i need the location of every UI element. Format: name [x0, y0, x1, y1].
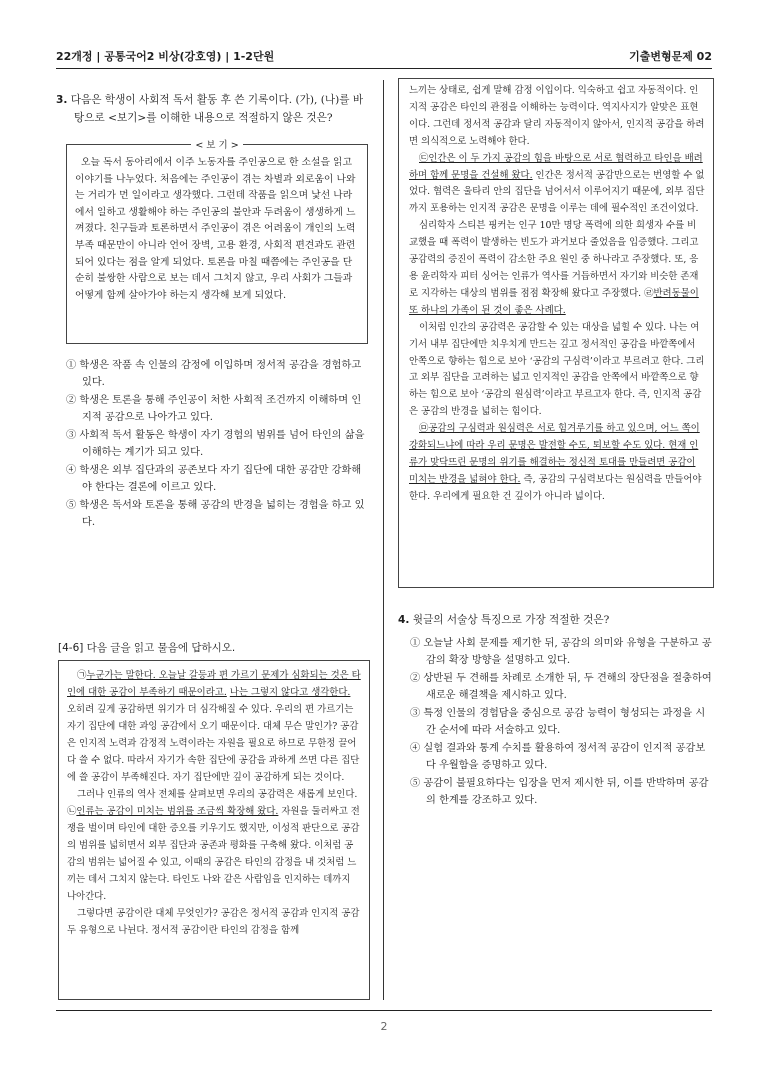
section-title: [4-6] 다음 글을 읽고 물음에 답하시오.: [58, 642, 236, 654]
q4-option-2[interactable]: ② 상반된 두 견해를 차례로 소개한 뒤, 두 견해의 장단점을 절충하여 새로운 해결책을 제시하고 있다.: [410, 673, 712, 701]
underline-d: 반려동물이 또 하나의 가족이 된 것이 좋은 사례다.: [409, 287, 699, 316]
para-1-rest: 오히려 깊게 공감하면 위기가 더 심각해질 수 있다. 우리의 편 가르기는 자기 집단에 대한 과잉 공감에서 오기 때문이다. 대체 무슨 말인가? 공감은 인지적 노력과 감정적 노력이라는 자원을 필요로 하므로 무한정 끌어다 쓸 수 없다. 따라서 자기가 속한 집단에 공감을 과하게 쓰면 다른 집단에 쓸 공감이 부족해진다. 자기 집단에만 깊이 공감하게 되는 것이다.: [67, 704, 360, 783]
passage-left-para-2: [67, 786, 361, 905]
q4-option-5[interactable]: ⑤ 공감이 불필요하다는 입장을 먼저 제시한 뒤, 이를 반박하며 공감의 한계를 강조하고 있다.: [410, 778, 709, 806]
q4-option-3[interactable]: ③ 특정 인물의 경험담을 중심으로 공감 능력이 형성되는 과정을 시간 순서에 따라 서술하고 있다.: [410, 708, 706, 736]
q4-option-1[interactable]: ① 오늘날 사회 문제를 제기한 뒤, 공감의 의미와 유형을 구분하고 공감의 확장 방향을 설명하고 있다.: [410, 638, 712, 666]
page-header: [56, 42, 712, 64]
q3-option-2[interactable]: ② 학생은 토론을 통해 주인공이 처한 사회적 조건까지 이해하며 인지적 공감으로 나아가고 있다.: [66, 395, 362, 423]
underline-e: ㉤공감의 구심력과 원심력은 서로 힘겨루기를 하고 있으며, 어느 쪽이 강화되느냐에 따라 우리 문명은 발전할 수도, 퇴보할 수도 있다. 현재 인류가 맞닥뜨린 문명의 위기를 해결하는 정신적 토대를 만들려면 공감이 미치는 반경을 넓혀야 한다.: [409, 423, 700, 485]
page-number: 2: [380, 1020, 388, 1033]
para-5r-rest: 즉, 공감의 구심력보다는 원심력을 만들어야 한다. 우리에게 필요한 건 깊이가 아니라 넓이다.: [409, 473, 702, 502]
question-3: [56, 92, 366, 127]
passage-right-box: [398, 78, 714, 588]
para-3r-pre: 심리학자 스티븐 핑커는 인구 10만 명당 폭력에 의한 희생자 수를 비교했을 때 폭력이 발생하는 빈도가 과거보다 줄었음을 입증했다. 그리고 공감력의 증진이 폭력이 감소한 주요 원인 중 하나라고 주장했다. 또, 응용 윤리학자 피터 싱어는 인류가 역사를 거듭하면서 자기와 비슷한 존재로 지각하는 대상의 범위를 점점 확장해 왔다고 주장했다. ㉣: [409, 220, 699, 299]
underline-b: 인류는 공감이 미치는 범위를 조금씩 확장해 왔다.: [76, 806, 279, 817]
header-label: 기출변형문제 02: [629, 50, 712, 63]
para-2-rest: 자원을 둘러싸고 전쟁을 벌이며 타인에 대한 증오를 키우기도 했지만, 이성적 판단으로 공감의 범위를 넓히면서 외부 집단과 공존과 평화를 구축해 왔다. 이처럼 공감의 범위는 넓어질 수 있고, 이때의 공감은 타인의 감정을 내 것처럼 느끼는 데서 그치지 않는다. 타인도 나와 같은 사람임을 인지하는 데까지 나아간다.: [67, 806, 360, 902]
passage-left-text: [67, 667, 361, 939]
passage-left-box: [58, 660, 370, 1000]
question-3-number: 3.: [56, 94, 68, 106]
header-rule: [56, 68, 712, 69]
question-3-options: [66, 358, 366, 533]
passage-right-para-4: 이처럼 인간의 공감력은 공감할 수 있는 대상을 넓힐 수 있다. 나는 여기서 내부 집단에만 치우치게 만드는 깊고 정서적인 공감을 바깥쪽에서 안쪽으로 향하는 힘으로 보아 ‘공감의 구심력’이라고 부르려고 한다. 그리고 외부 집단을 고려하는 넓고 인지적인 공감을 안쪽에서 바깥쪽으로 향하는 힘으로 보아 ‘공감의 원심력’이라고 부르고자 한다. 즉, 인지적 공감은 공감의 반경을 넓히는 힘이다.: [409, 321, 705, 418]
passage-right-para-1: 느끼는 상태로, 쉽게 말해 감정 이입이다. 익숙하고 쉽고 자동적이다. 인지적 공감은 타인의 관점을 이해하는 능력이다. 역지사지가 알맞은 표현이다. 그런데 정서적 공감과 달리 자동적이지 않아서, 인지적 공감을 하려면 의식적으로 노력해야 한다.: [409, 85, 705, 147]
passage-right-text: [409, 83, 705, 506]
passage-right-para-2: [409, 151, 705, 219]
q3-option-3[interactable]: ③ 사회적 독서 활동은 학생이 자기 경험의 범위를 넘어 타인의 삶을 이해하는 계기가 되고 있다.: [66, 430, 365, 458]
question-4: [398, 612, 712, 630]
q3-option-4[interactable]: ④ 학생은 외부 집단과의 공존보다 자기 집단에 대한 공감만 강화해야 한다는 결론에 이르고 있다.: [66, 465, 362, 493]
question-3-stem: 다음은 학생이 사회적 독서 활동 후 쓴 기록이다. (가), (나)를 바탕으로 <보기>를 이해한 내용으로 적절하지 않은 것은?: [70, 94, 364, 124]
q3-option-1[interactable]: ① 학생은 작품 속 인물의 감정에 이입하며 정서적 공감을 경험하고 있다.: [66, 360, 362, 388]
bogi-text: 오늘 독서 동아리에서 이주 노동자를 주인공으로 한 소설을 읽고 이야기를 나누었다. 처음에는 주인공이 겪는 차별과 외로움이 나와는 거리가 먼 일이라고 생각했다. 그런데 작품을 읽으며 낯선 나라에서 일하고 생활해야 하는 주인공의 불안과 두려움이 생생하게 느껴졌다. 친구들과 토론하면서 주인공이 겪은 어려움이 개인의 노력 부족 때문만이 아니라 언어 장벽, 고용 환경, 사회적 편견과도 관련되어 있다는 점을 알게 되었다. 토론을 마칠 때쯤에는 주인공을 단순히 불쌍한 사람으로 보는 데서 그치지 않고, 우리 사회가 그들과 어떻게 함께 살아가야 하는지 생각해 보게 되었다.: [75, 157, 356, 301]
q3-option-5[interactable]: ⑤ 학생은 독서와 토론을 통해 공감의 반경을 넓히는 경험을 하고 있다.: [66, 500, 365, 528]
underline-c: ㉢인간은 이 두 가지 공감의 힘을 바탕으로 서로 협력하고 타인을 배려하며 함께 문명을 건설해 왔다.: [409, 152, 703, 181]
bogi-box: [66, 140, 368, 344]
para-2-pre: 그러나 인류의 역사 전체를 살펴보면 우리의 공감력은 새롭게 보인다. ㉡: [67, 789, 358, 817]
passage-left-para-1: [67, 667, 361, 786]
underline-a: 누군가는 말한다. 오늘날 갈등과 편 가르기 문제가 심화되는 것은 타인에 대한 공감이 부족하기 때문이라고.: [67, 670, 361, 698]
underline-a2: 나는 그렇지 않다고 생각한다.: [229, 687, 351, 698]
question-4-options: [410, 636, 712, 811]
para-2r-rest: 인간은 정서적 공감만으로는 번영할 수 없었다. 협력은 울타리 안의 집단을 넘어서서 이루어지기 때문에, 외부 집단까지 포용하는 인지적 공감은 문명을 이루는 데에 필수적인 조건이었다.: [409, 169, 705, 215]
passage-right-para-3: [409, 218, 705, 319]
bogi-title: < 보 기 >: [191, 140, 242, 151]
passage-right-para-5: [409, 421, 705, 506]
question-4-stem: 윗글의 서술상 특징으로 가장 적절한 것은?: [412, 614, 610, 626]
column-divider: [383, 80, 384, 1000]
footer-rule: [56, 1010, 712, 1011]
header-course: 22개정 | 공통국어2 비상(강호영) | 1-2단원: [56, 50, 275, 63]
marker-a: ㉠: [77, 670, 87, 681]
question-4-number: 4.: [398, 614, 410, 626]
passage-left-para-3: 그렇다면 공감이란 대체 무엇인가? 공감은 정서적 공감과 인지적 공감 두 유형으로 나뉜다. 정서적 공감이란 타인의 감정을 함께: [67, 908, 360, 936]
q4-option-4[interactable]: ④ 실험 결과와 통계 수치를 활용하여 정서적 공감이 인지적 공감보다 우월함을 증명하고 있다.: [410, 743, 706, 771]
